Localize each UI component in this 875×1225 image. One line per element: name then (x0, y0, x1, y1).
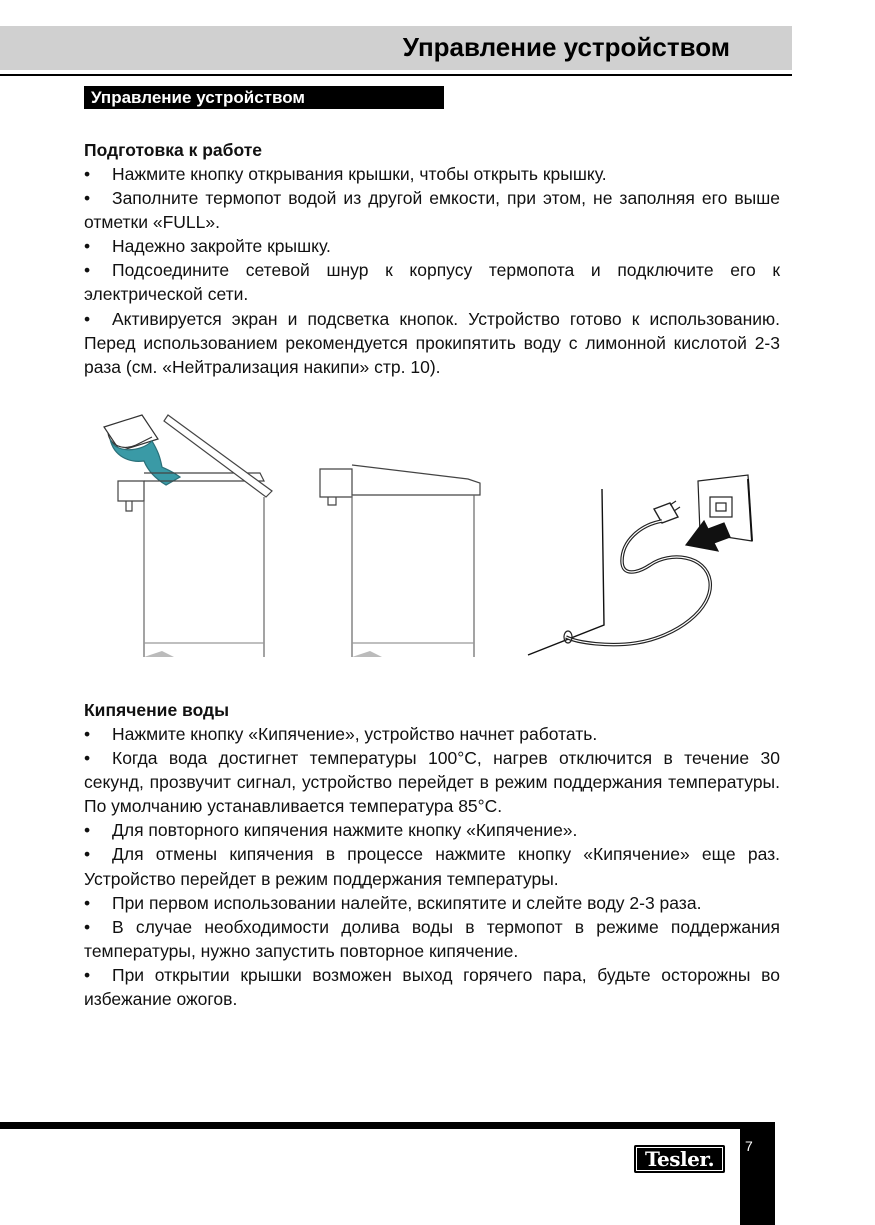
footer-divider (0, 1122, 775, 1129)
list-item: • Надежно закройте крышку. (84, 234, 780, 258)
list-item: • В случае необходимости долива воды в термопот в режиме поддержания температуры, нужно запустить повторное кипячение. (84, 916, 780, 961)
boiling-heading: Кипячение воды (84, 700, 230, 720)
power-plug-drawing (528, 475, 752, 655)
setup-illustration (100, 405, 780, 667)
bullet-icon: • (84, 308, 91, 329)
bullet-icon: • (84, 724, 91, 744)
bullet-icon: • (84, 892, 91, 913)
page-number: 7 (745, 1138, 753, 1154)
bullet-icon: • (84, 964, 91, 985)
list-item: • Активируется экран и подсветка кнопок. Устройство готово к использованию. Перед использованием рекомендуется прокипятить воду с лимонной кислотой 2-3 раза (см. «Нейтрализация накипи» стр. 10). (84, 308, 780, 377)
list-item: • При открытии крышки возможен выход горячего пара, будьте осторожны во избежание ожогов. (84, 964, 780, 1010)
bullet-icon: • (84, 820, 91, 841)
brand-logo: Tesler. (634, 1145, 725, 1173)
list-item: • Нажмите кнопку «Кипячение», устройство начнет работать. (84, 722, 780, 746)
list-item: • Когда вода достигнет температуры 100°С, нагрев отключится в течение 30 секунд, прозвучит сигнал, устройство перейдет в режим поддержания температуры. По умолчанию устанавливается температура 85°С. (84, 748, 780, 817)
list-item: • Подсоедините сетевой шнур к корпусу термопота и подключите его к электрической сети. (84, 260, 780, 305)
preparation-section (84, 138, 780, 379)
bullet-icon: • (84, 916, 91, 937)
bullet-icon: • (84, 844, 91, 865)
boiling-section (84, 698, 780, 1011)
page-title: Управление устройством (402, 32, 730, 62)
header-divider (0, 74, 792, 76)
list-item: • При первом использовании налейте, вскипятите и слейте воду 2-3 раза. (84, 891, 780, 915)
closed-pot-drawing (320, 465, 480, 657)
preparation-heading: Подготовка к работе (84, 140, 263, 160)
bullet-icon: • (84, 260, 91, 281)
power-cord-icon (566, 521, 710, 645)
filling-pot-drawing (104, 415, 272, 657)
bullet-icon: • (84, 188, 91, 209)
list-item: • Для повторного кипячения нажмите кнопку «Кипячение». (84, 818, 780, 842)
header-band (0, 26, 792, 70)
list-item: • Для отмены кипячения в процессе нажмите кнопку «Кипячение» еще раз. Устройство перейдет в режим поддержания температуры. (84, 844, 780, 889)
bullet-icon: • (84, 164, 91, 184)
bullet-icon: • (84, 748, 91, 769)
section-title: Управление устройством (84, 86, 444, 109)
list-item: • Заполните термопот водой из другой емкости, при этом, не заполняя его выше отметки «FULL». (84, 188, 780, 233)
bullet-icon: • (84, 236, 91, 257)
list-item: • Нажмите кнопку открывания крышки, чтобы открыть крышку. (84, 162, 780, 186)
